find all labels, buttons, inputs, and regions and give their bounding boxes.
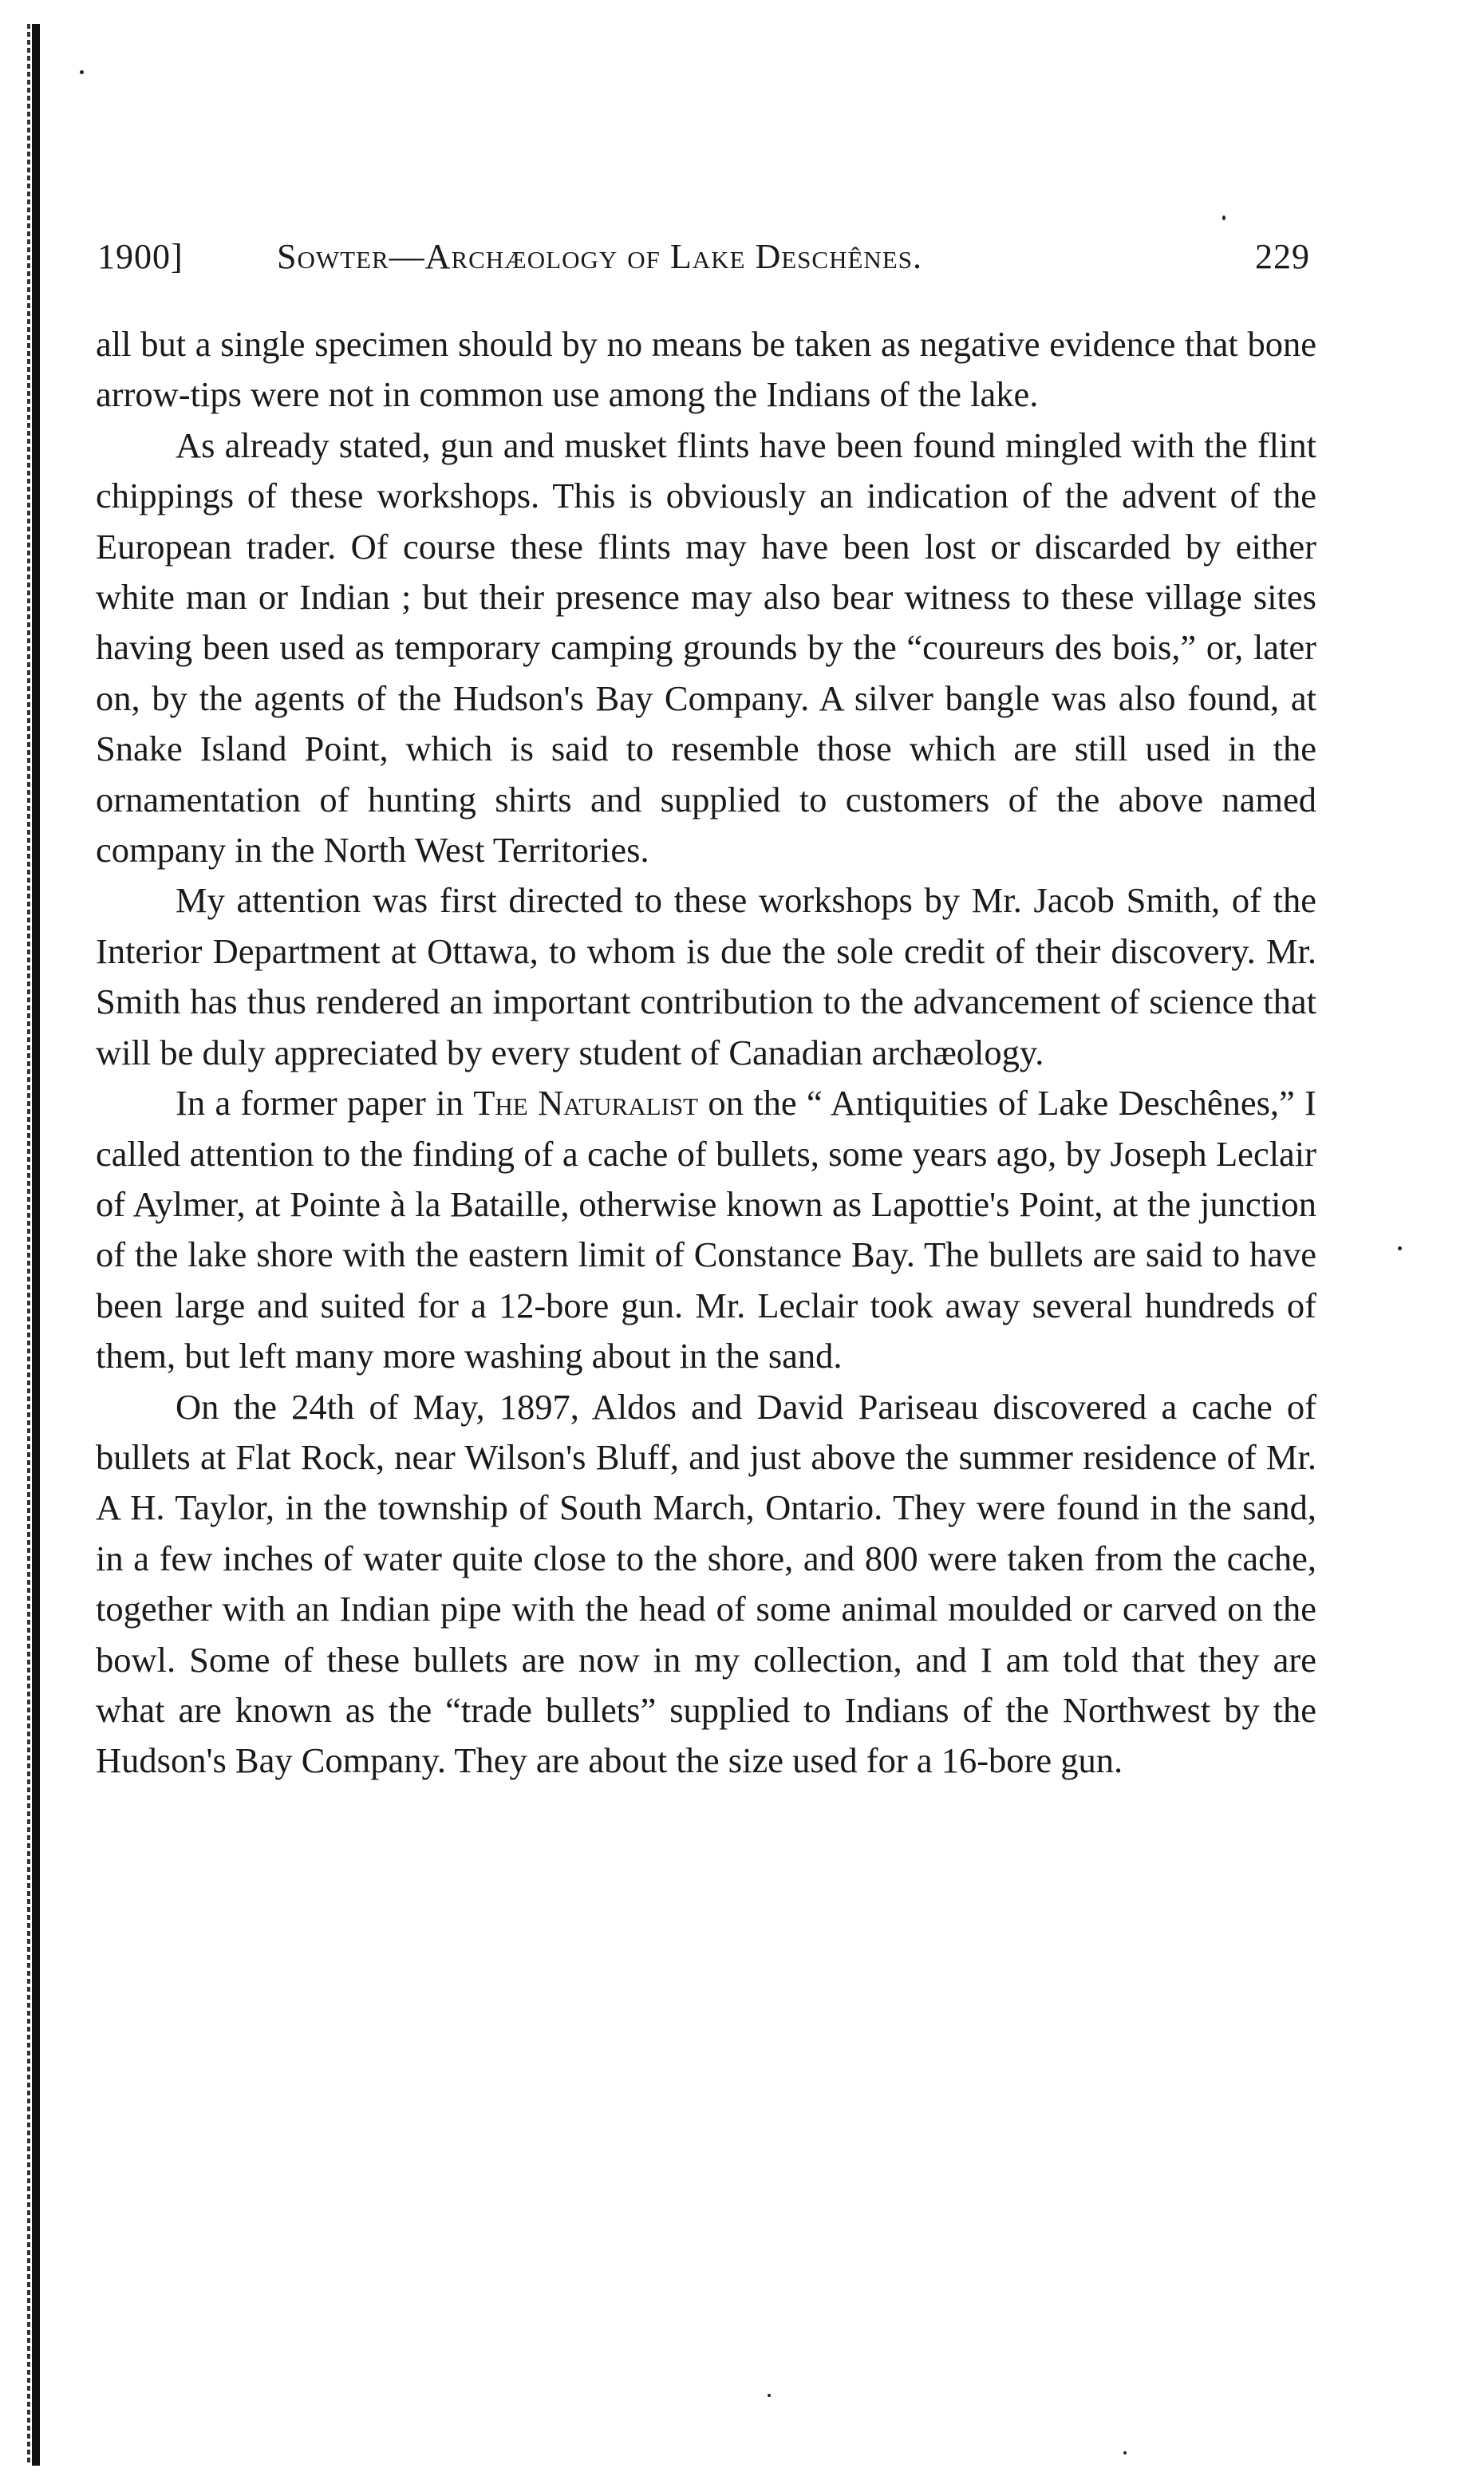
- paragraph-lapottie: [96, 1078, 1316, 1381]
- paragraph-continuation: all but a single specimen should by no means be taken as negative evidence that bone arrow-tips were not in common use among the Indians of the lake.: [96, 324, 1316, 415]
- paragraph-flat-rock: On the 24th of May, 1897, Aldos and David Pariseau discovered a cache of bullets at Flat Rock, near Wilson's Bluff, and just above the summer residence of Mr. A H. Taylor, in the township of South March, Ontario. They were found in the sand, in a few inches of water quite close to the shore, and 800 were taken from the cache, together with an Indian pipe with the head of some animal moulded or carved on the bowl. Some of these bullets are now in my collection, and I am told that they are what are known as the “trade bullets” supplied to Indians of the Northwest by the Hudson's Bay Company. They are about the size used for a 16-bore gun.: [96, 1386, 1316, 1781]
- journal-name: The Naturalist: [473, 1083, 699, 1124]
- header-title: Sowter—Archæology of Lake Deschênes.: [277, 237, 922, 276]
- page-spine-shadow: [32, 24, 40, 2466]
- paragraph-flints: As already stated, gun and musket flints have been found mingled with the flint chippings of these workshops. This is obviously an indication of the advent of the European trader. Of course these flints may have been lost or discarded by either white man or Indian ; but their presence may also bear witness to these village sites having been used as temporary camping grounds by the “coureurs des bois,” or, later on, by the agents of the Hudson's Bay Company. A silver bangle was also found, at Snake Island Point, which is said to resemble those which are still used in the ornamentation of hunting shirts and supplied to customers of the above named company in the North West Territories.: [96, 425, 1316, 871]
- header-year: 1900]: [97, 237, 184, 276]
- page-number: 229: [1255, 237, 1310, 276]
- paragraph-discovery: My attention was first directed to these workshops by Mr. Jacob Smith, of the Interior Department at Ottawa, to whom is due the sole credit of their discovery. Mr. Smith has thus rendered an important contribution to the advancement of science that will be duly appreciated by every student of Canadian archæology.: [96, 880, 1316, 1072]
- page-spine-edge: [27, 24, 30, 2466]
- print-speck: [1222, 215, 1225, 220]
- print-speck: [1398, 1246, 1402, 1250]
- paragraph-lapottie-after: on the “ Antiquities of Lake Deschênes,” I called attention to the finding of a cache of bullets, some years ago, by Joseph Leclair of Aylmer, at Pointe à la Bataille, otherwise known as Lapottie's Point, at the junction of the lake shore with the eastern limit of Constance Bay. The bullets are said to have been large and suited for a 12-bore gun. Mr. Leclair took away several hundreds of them, but left many more washing about in the sand.: [96, 1083, 1317, 1376]
- print-speck: [80, 70, 84, 74]
- print-speck: [768, 2394, 771, 2397]
- article-body: [96, 319, 1316, 1787]
- print-speck: [1123, 2451, 1127, 2454]
- paragraph-lapottie-before: In a former paper in: [176, 1083, 474, 1124]
- running-header: [97, 233, 1310, 281]
